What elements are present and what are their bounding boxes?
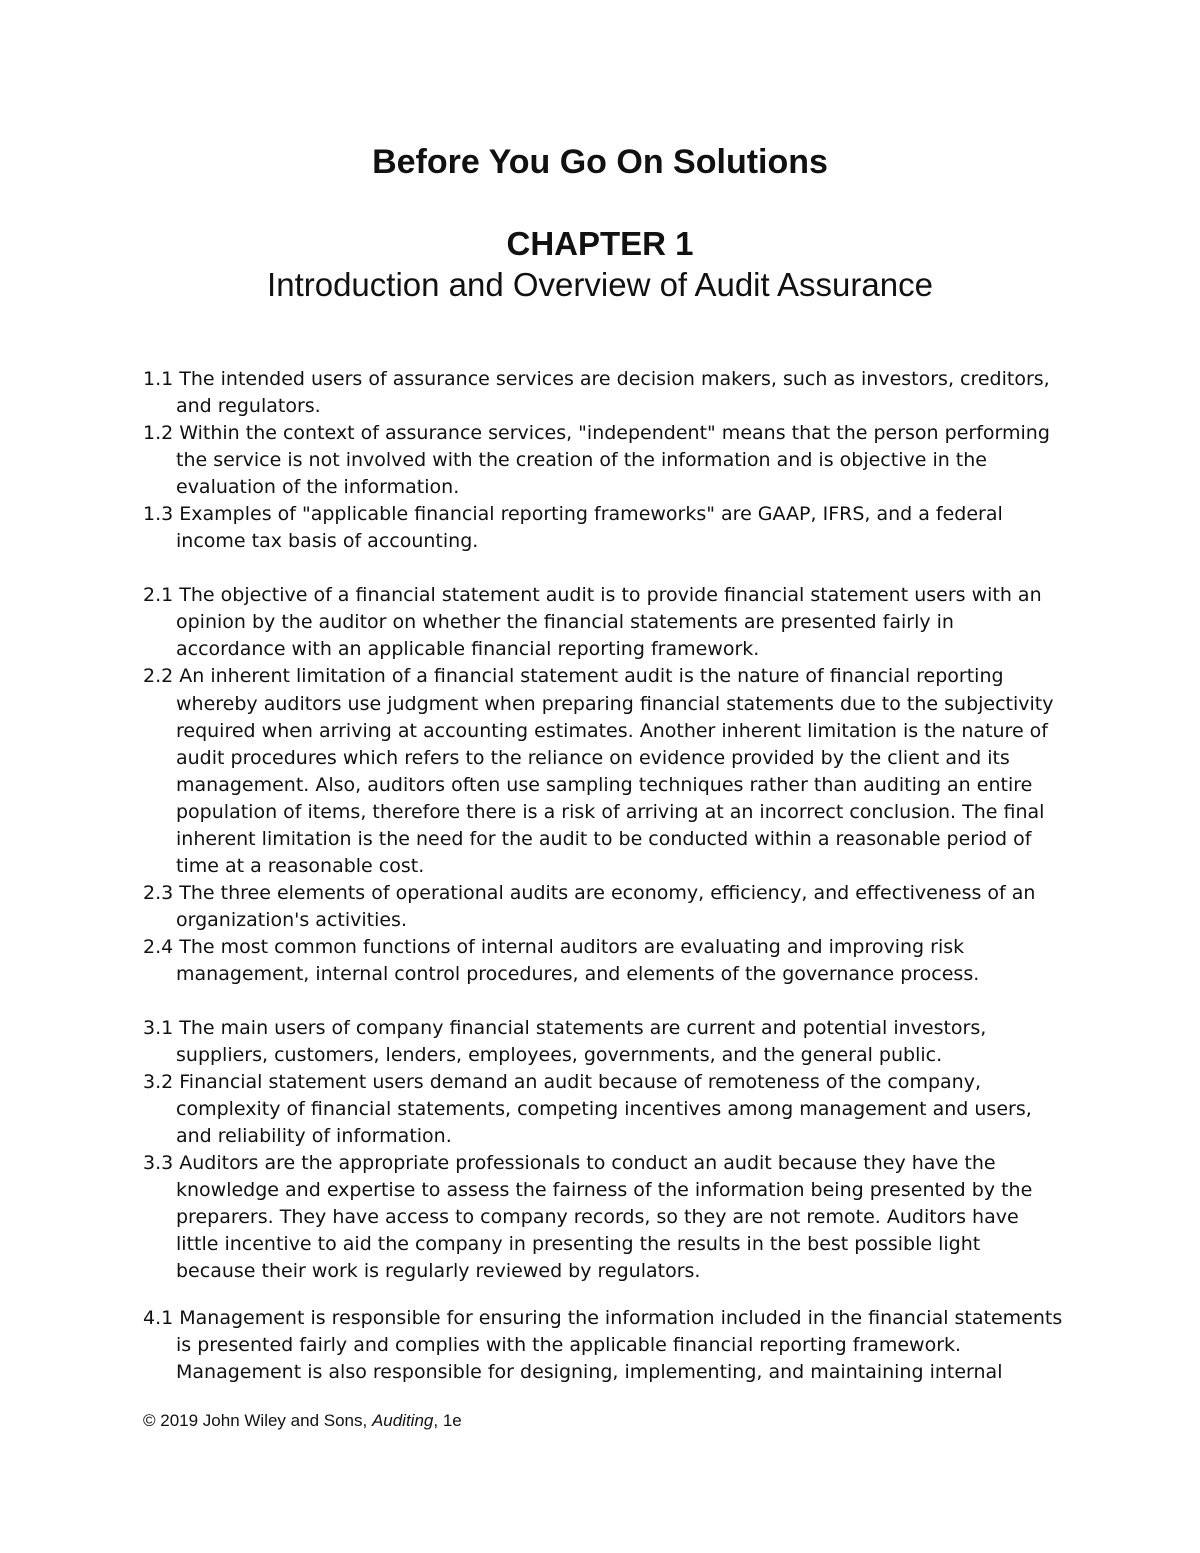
page-title: Before You Go On Solutions bbox=[372, 143, 828, 181]
item-number: 1.1 bbox=[143, 368, 174, 390]
solution-item bbox=[143, 582, 1063, 663]
solution-item bbox=[143, 880, 1063, 934]
item-text: Financial statement users demand an audit because of remoteness of the company, complexity of financial statements, competing incentives among management and users, and reliability of information. bbox=[176, 1071, 1032, 1148]
item-number: 4.1 bbox=[143, 1306, 174, 1329]
section-4 bbox=[143, 1305, 1063, 1386]
item-number: 3.2 bbox=[143, 1071, 174, 1094]
item-number: 2.4 bbox=[143, 935, 174, 958]
item-text: Management is responsible for ensuring the information included in the financial statements is presented fairly and complies with the applicable financial reporting framework. Management is also responsible for designing, implementing, and maintaining internal bbox=[176, 1306, 1063, 1383]
item-text: The intended users of assurance services are decision makers, such as investors, creditors, and regulators. bbox=[176, 368, 1050, 418]
item-text: The objective of a financial statement audit is to provide financial statement users with an opinion by the auditor on whether the financial statements are presented fairly in accordance with an applicable financial reporting framework. bbox=[176, 584, 1042, 661]
chapter-subtitle: Introduction and Overview of Audit Assurance bbox=[267, 266, 933, 303]
solution-item bbox=[143, 366, 1063, 420]
item-number: 3.3 bbox=[143, 1152, 174, 1175]
solution-item bbox=[143, 934, 1063, 988]
solutions-body bbox=[143, 366, 1063, 1386]
item-number: 1.2 bbox=[143, 422, 174, 445]
item-text: The three elements of operational audits are economy, efficiency, and effectiveness of an organization's activities. bbox=[176, 881, 1036, 931]
copyright-footer bbox=[143, 1410, 462, 1432]
item-text: An inherent limitation of a financial statement audit is the nature of financial reporting whereby auditors use judgment when preparing financial statements due to the subjectivity required when arriving at accounting estimates. Another inherent limitation is the nature of audit procedures which refers to the reliance on evidence provided by the client and its management. Also, auditors often use sampling techniques rather than auditing an entire population of items, therefore there is a risk of arriving at an incorrect conclusion. The final inherent limitation is the need for the audit to be conducted within a reasonable period of time at a reasonable cost. bbox=[176, 665, 1054, 877]
item-number: 2.3 bbox=[143, 881, 174, 904]
item-number: 3.1 bbox=[143, 1017, 174, 1040]
solution-item bbox=[143, 1150, 1063, 1285]
item-text: The most common functions of internal auditors are evaluating and improving risk management, internal control procedures, and elements of the governance process. bbox=[176, 935, 980, 985]
footer-suffix: , 1e bbox=[433, 1411, 462, 1430]
solution-item bbox=[143, 501, 1063, 555]
item-text: Within the context of assurance services, "independent" means that the person performing the service is not involved with the creation of the information and is objective in the evaluation of the information. bbox=[176, 422, 1050, 499]
section-2 bbox=[143, 582, 1063, 988]
item-number: 1.3 bbox=[143, 503, 174, 526]
solution-item bbox=[143, 1305, 1063, 1386]
item-text: Auditors are the appropriate professionals to conduct an audit because they have the knowledge and expertise to assess the fairness of the information being presented by the preparers. They have access to company records, so they are not remote. Auditors have little incentive to aid the company in presenting the results in the best possible light because their work is regularly reviewed by regulators. bbox=[176, 1152, 1033, 1283]
item-text: Examples of "applicable financial reporting frameworks" are GAAP, IFRS, and a federal income tax basis of accounting. bbox=[176, 503, 1003, 553]
item-number: 2.1 bbox=[143, 584, 174, 607]
solution-item bbox=[143, 1015, 1063, 1069]
solution-item bbox=[143, 1069, 1063, 1150]
item-number: 2.2 bbox=[143, 665, 174, 688]
chapter-label: CHAPTER 1 bbox=[506, 225, 694, 262]
solution-item bbox=[143, 420, 1063, 501]
section-3 bbox=[143, 1015, 1063, 1285]
footer-prefix: © 2019 John Wiley and Sons, bbox=[143, 1411, 372, 1430]
footer-book-title: Auditing bbox=[371, 1411, 434, 1430]
solution-item bbox=[143, 663, 1063, 879]
section-1 bbox=[143, 366, 1063, 555]
item-text: The main users of company financial statements are current and potential investors, suppliers, customers, lenders, employees, governments, and the general public. bbox=[176, 1017, 987, 1067]
